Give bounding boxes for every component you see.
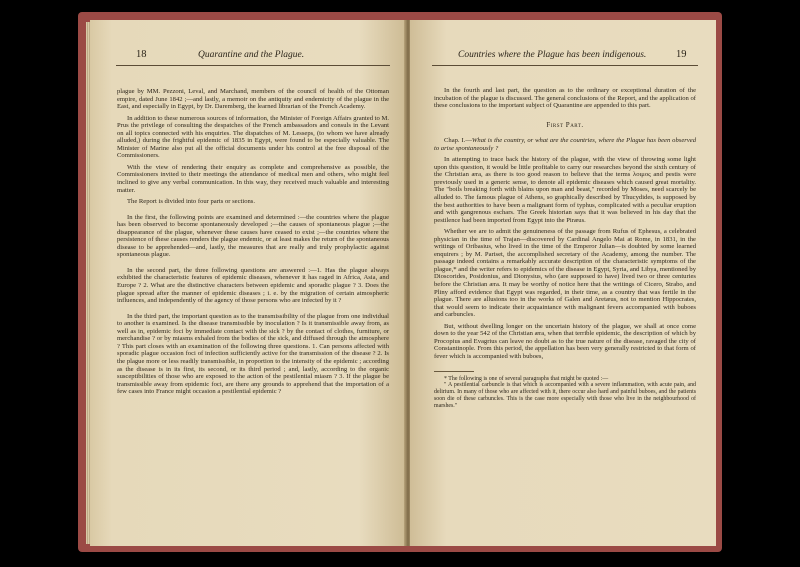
page-number-right: 19 (676, 49, 687, 60)
left-page-body (117, 88, 389, 400)
left-page (90, 20, 406, 546)
chapter-heading (434, 137, 696, 152)
paragraph: Whether we are to admit the genuineness of the passage from Rufus of Ephesus, a celebrated physician in the time of Trajan—discovered by Cardinal Angelo Mai at Rome, in 1831, in the writings of Oribasius, who lived in the time of the Emperor Julian—is doubted by some learned enquirers ; by M. Pariset, the accomplished secretary of the Academy, among the number. The passage indeed contains a remarkably accurate description of the characteristic symptoms of the plague,* and the writer refers to epidemics of the disease in Egypt, Syria, and Libya, mentioned by Dioscorides, Posidonius, and Dionysius, who (are supposed to have) lived two or three centuries before the Christian æra. It may be worthy of notice here that the writings of Cicero, Strabo, and Pliny afford evidence that Egypt was regarded, in their time, as a country that was fertile in the plague. There are allusions too in the works of Galen and Aretæus, not to mention Hippocrates, that would seem to indicate their acquaintance with malignant fevers accompanied with buboes and carbuncles. (434, 228, 696, 319)
footnote-rule (434, 371, 474, 372)
paragraph: In addition to these numerous sources of information, the Minister of Foreign Affairs granted to M. Prus the privilege of consulting the despatches of the French ambassadors and consuls in the Levant on all topics connected with his enquiries. The dispatches of M. Lesseps, (to whom we have already alluded,) during the frightful epidemic of 1835 in Egypt, were found to be especially valuable. The Minister of Marine also put all the official documents under his control at the free disposal of the Commissioners. (117, 114, 389, 160)
paragraph: The Report is divided into four parts or sections. (127, 198, 256, 206)
right-page (410, 20, 716, 546)
paragraph: In the first, the following points are examined and determined :—the countries where the plague has been observed to become spontaneously developed ;—the causes of spontaneous plague ;—the disappearance of the plague, whenever these causes have ceased to exist ;—the countries where the persistence of these causes renders the plague endemic, or at least makes the return of the spontaneous disease to be apprehended—and, lastly, the measures that are really and truly prophylactic against spontaneous plague. (117, 213, 389, 259)
chapter-label: Chap. I.— (444, 137, 472, 145)
running-head-right: Countries where the Plague has been indigenous. (458, 50, 647, 60)
right-page-body (434, 87, 696, 409)
paragraph: But, without dwelling longer on the uncertain history of the plague, we shall at once come down to the year 542 of the Christian æra, when that terrible epidemic, the description of which by Procopius and Evagrius can leave no doubt as to the true nature of the disease, ravaged the city of Constantinople. From this period, the appellation has been very generally restricted to that form of fever which is accompanied with buboes, (434, 322, 696, 360)
intro-paragraph: In the fourth and last part, the question as to the ordinary or exceptional duration of the incubation of the plague is discussed. The general conclusions of the Report, and the application of these conclusions to the important subject of Quarantine are appended to this part. (434, 87, 696, 110)
footnote-line: * The following is one of several paragraphs that might be quoted :— (444, 375, 609, 382)
paragraph: With the view of rendering their enquiry as complete and comprehensive as possible, the Commissioners invited to their meetings the attendance of medical men and others, who might feel inclined to give any verbal communication. In this way, they received much valuable and interesting matter. (117, 163, 389, 194)
paragraph: plague by MM. Pezzoni, Leval, and Marchand, members of the council of health of the Ottoman empire, dated June 1842 ;—and lastly, a memoir on the antiquity and endemicity of the plague in the East, and especially in Egypt, by Dr. Daremberg, the learned librarian of the French Academy. (117, 88, 389, 111)
running-head-left: Quarantine and the Plague. (198, 50, 305, 60)
paragraph: In attempting to trace back the history of the plague, with the view of throwing some light upon this question, it would be little profitable to carry our researches beyond the sixth century of the Christian æra, as there is too good reason to believe that the terms λοιμος and pestis were previously used in a generic sense, to denote all epidemic diseases which caused great mortality. The "boils breaking forth with blains upon man and beast," recorded by Moses, need scarcely be alluded to. The famous plague of Athens, so graphically described by Thucydides, is supposed by the best authorities to have been a malignant form of typhus, complicated with a peculiar eruption and with gangrenous eschars. The Greek historian says that it was believed in his day that the pestilence had been imported from Egypt into the Piræus. (434, 156, 696, 224)
footnote-line: " A pestilential carbuncle is that which is accompanied with a severe inflammation, with acute pain, and delirium. In many of those who are affected with it, there occur also hard and painful buboes, and the patients soon die of these carbuncles. This is the case more especially with those who live in the neighbourhood of marshes." (434, 382, 696, 409)
chapter-question: What is the country, or what are the countries, where the Plague has been observed to arise spontaneously ? (434, 137, 696, 152)
paragraph: In the third part, the important question as to the transmissibility of the plague from one individual to another is examined. Is the disease transmissible by inoculation ? Is it transmissible away from, as well as in, epidemic foci by immediate contact with the sick ? by the contact of clothes, furniture, or merchandise ? or by miasms exhaled from the bodies of the sick, and diffused through the atmosphere ? This part closes with an examination of the following three questions. 1. Can persons affected with sporadic plague occasion foci of infection sufficiently active for the transmission of the disease ? 2. Is the plague more or less readily transmissible, in proportion to the intensity of the epidemic ; according as the disease is in its first, its second, or its third period ; and, lastly, according to the organic susceptibilities of those who are exposed to the action of the pestilential miasm ? 3. If the plague be transmissible away from epidemic foci, are there any grounds to apprehend that the importation of a few cases into France might occasion a pestilential epidemic ? (117, 312, 389, 396)
footnote (434, 376, 696, 410)
header-rule-right (432, 65, 698, 66)
header-rule-left (116, 65, 390, 66)
paragraph: In the second part, the three following questions are answered :—1. Has the plague always exhibited the characteristic features of epidemic diseases, whenever it has raged in Africa, Asia, and Europe ? 2. What are the distinctive characters between epidemic and sporadic plague ? 3. Does the plague spread after the manner of epidemic diseases ; i. e. by the migration of certain atmospheric influences, and independently of the agency of those persons who are infected by it ? (117, 266, 389, 305)
page-number-left: 18 (136, 49, 147, 60)
section-title: First Part. (546, 120, 584, 129)
